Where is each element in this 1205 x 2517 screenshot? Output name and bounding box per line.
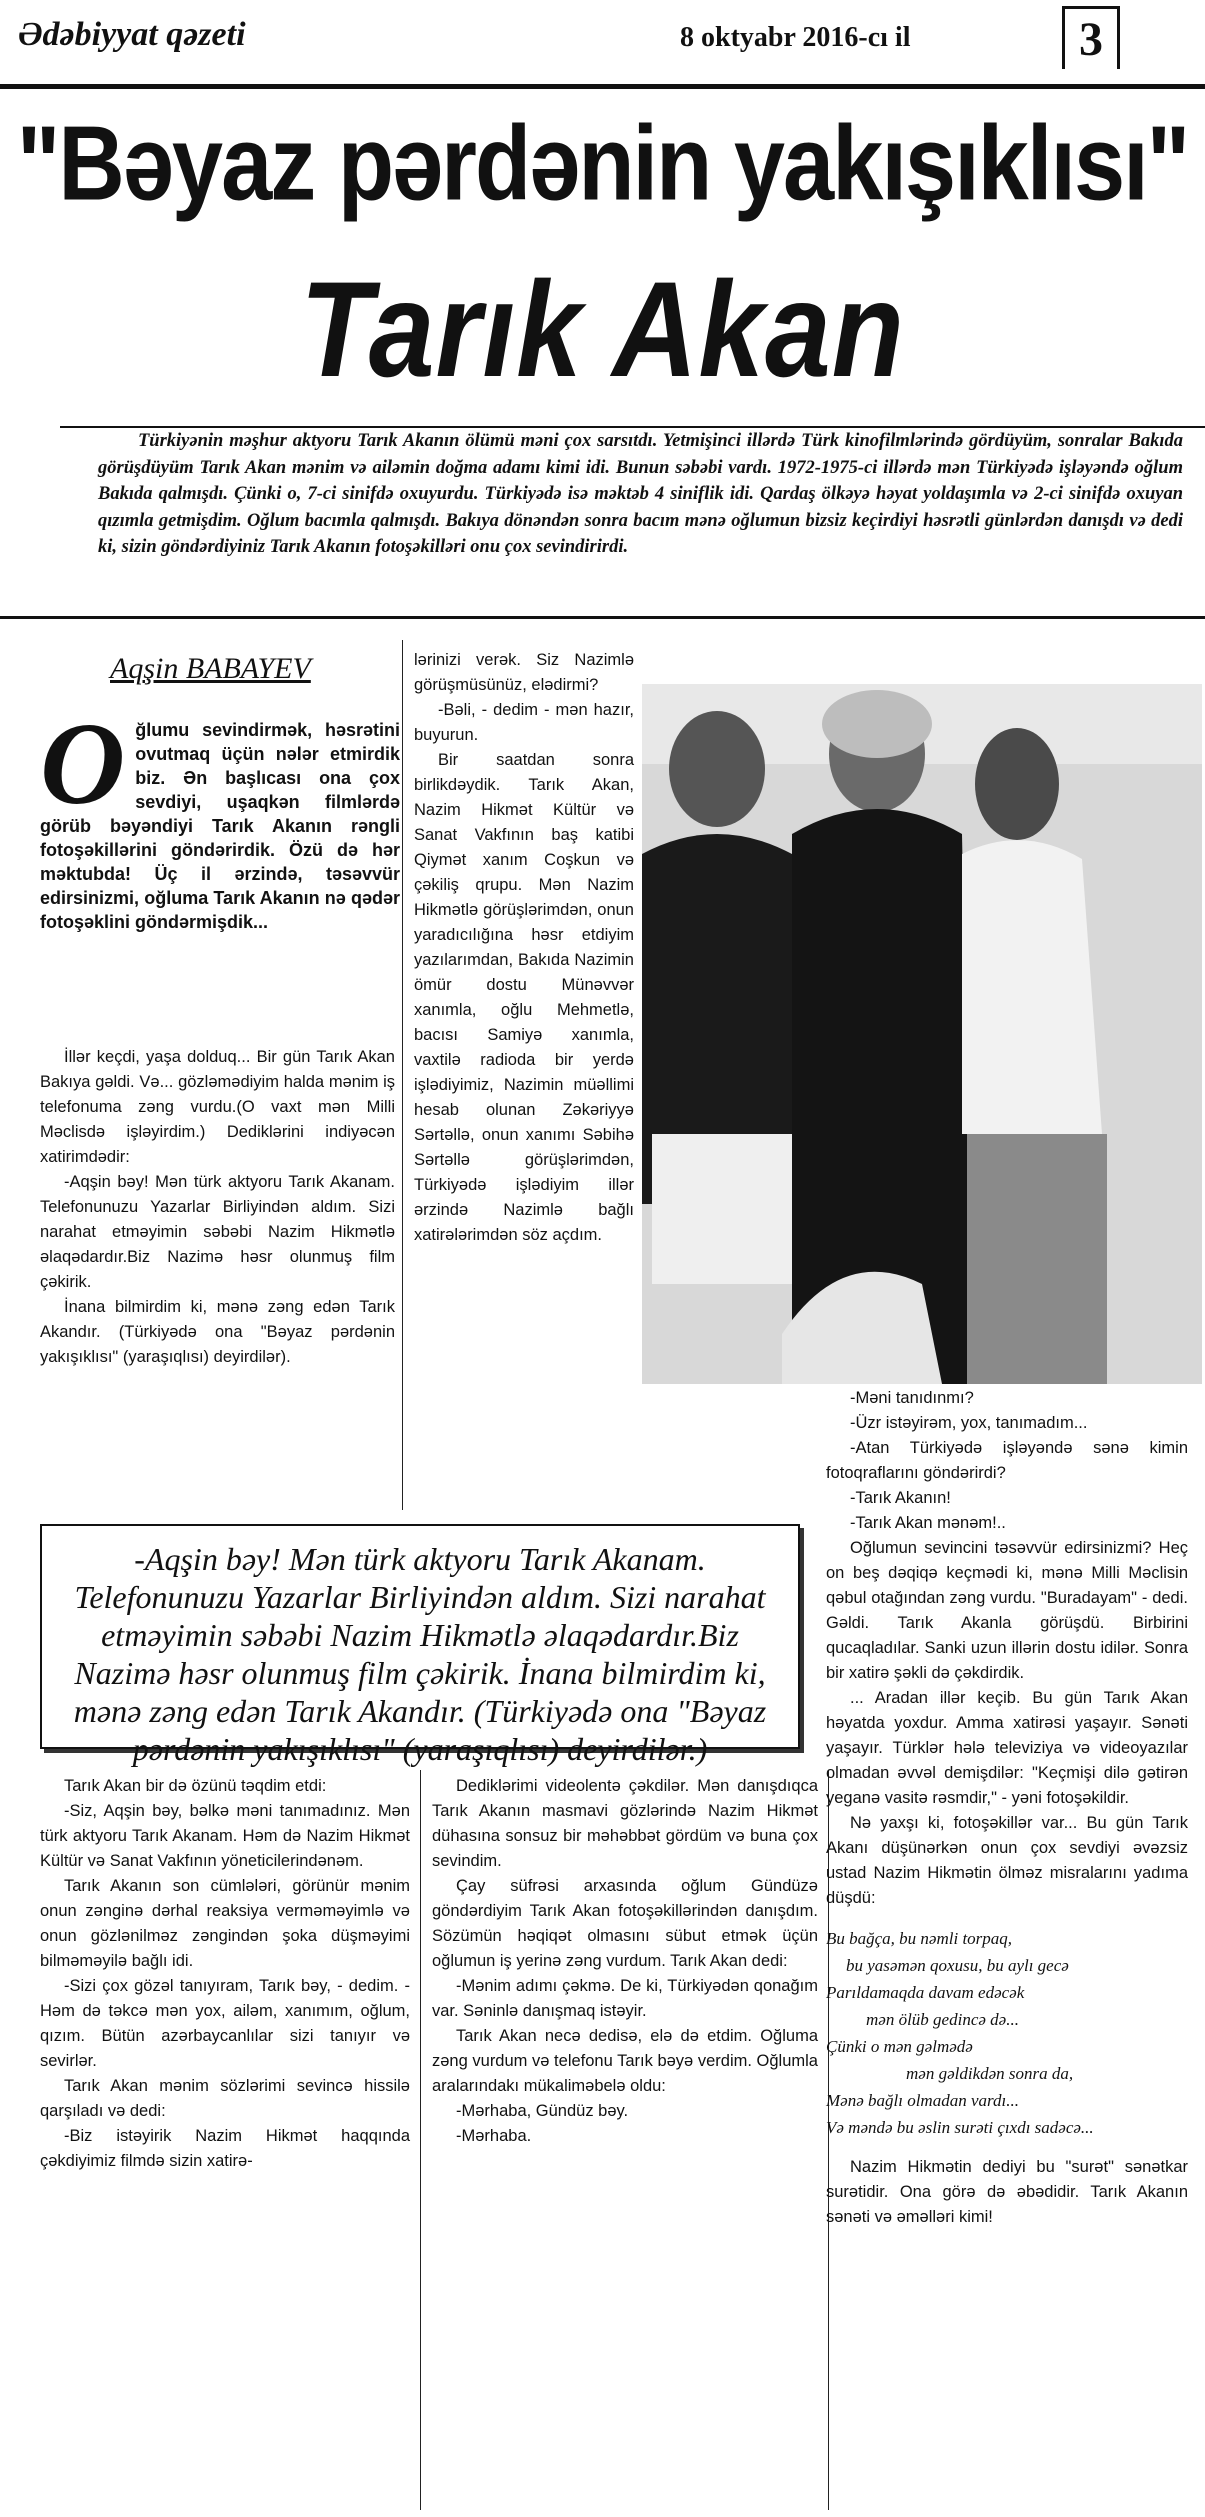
photo-tarik-akan: [642, 684, 1202, 1384]
poem-line: bu yasəmən qoxusu, bu aylı gecə: [846, 1956, 1069, 1975]
bottom-column-2: [432, 1774, 818, 2149]
paragraph: Dediklərimi videolentə çəkdilər. Mən danışdıqca Tarık Akanın masmavi gözlərində Nazim Hikmət dühasına sonsuz bir məhəbbət gördüm və buna çox sevindim.: [432, 1777, 818, 1870]
intro-text: ğlumu sevindirmək, həsrətini ovutmaq üçün nələr etmirdik biz. Ən başlıcası ona çox sevdiyi, uşaqkən filmlərdə görüb bəyəndiyi Tarık Akanın rəngli fotoşəkillərini göndərirdik. Özü də hər məktubda! Üç il ərzində, təsəvvür edirsinizmi, oğluma Tarık Akanın nə qədər fotoşəklini göndərmişdik...: [40, 720, 400, 932]
paragraph: Tarık Akan mənim sözlərimi sevincə hissilə qarşıladı və dedi:: [40, 2077, 410, 2120]
column-divider: [402, 640, 403, 1510]
paragraph: -Üzr istəyirəm, yox, tanımadım...: [850, 1414, 1088, 1432]
photo-illustration: [642, 684, 1202, 1384]
paragraph: -Tarık Akanın!: [850, 1489, 951, 1507]
paragraph: -Siz, Aqşin bəy, bəlkə məni tanımadınız. Mən türk aktyoru Tarık Akanam. Həm də Nazim Hikmət Kültür və Sanat Vakfının yöneticilerindənəm.: [40, 1802, 410, 1870]
paragraph: -Mərhaba, Gündüz bəy.: [456, 2102, 629, 2120]
author-byline: Aqşin BABAYEV: [110, 652, 311, 685]
paragraph: Çay süfrəsi arxasında oğlum Gündüzə göndərdiyim Tarık Akan fotoşəkillərindən danışdım. Sözümün həqiqət olmasını sübut etmək üçün oğlumun iş yerinə zəng vurdum. Tarık Akan dedi:: [432, 1877, 818, 1970]
paragraph: -Məni tanıdınmı?: [850, 1389, 974, 1407]
paragraph: Nə yaxşı ki, fotoşəkillər var... Bu gün Tarık Akanı düşünərkən onun çox sevdiyi əvəzsiz ustad Nazim Hikmətin ölməz misralarını yadıma düşdü:: [826, 1814, 1188, 1907]
paragraph: -Bəli, - dedim - mən hazır, buyurun.: [414, 701, 634, 744]
lead-paragraph: Türkiyənin məşhur aktyoru Tarık Akanın ölümü məni çox sarsıtdı. Yetmişinci illərdə Türk kinofilmlərində gördüyüm, sonralar Bakıda görüşdüyüm Tarık Akan mənim və ailəmin doğma adamı kimi idi. Bunun səbəbi vardı. 1972-1975-ci illərdə mən Türkiyədə işləyəndə oğlum Bakıda qalmışdı. Çünki o, 7-ci sinifdə oxuyurdu. Türkiyədə isə məktəb 4 siniflik idi. Qardaş ölkəyə həyat yoldaşımla və 2-ci sinifdə oxuyan qızımla getmişdim. Oğlum bacımla qalmışdı. Bakıya dönəndən sonra bacım mənə oğlumun bizsiz keçirdiyi həsrətli günlərdən danışdı və dedi ki, sizin göndərdiyiniz Tarık Akanın fotoşəkilləri onu çox sevindirirdi.: [98, 431, 1183, 558]
poem: [826, 1925, 1188, 2141]
masthead: Ədəbiyyat qəzeti: [18, 16, 246, 53]
dropcap: O: [40, 698, 126, 829]
paragraph: Oğlumun sevincini təsəvvür edirsinizmi? Heç on beş dəqiqə keçmədi ki, mənə Milli Məclisin qəbul otağından zəng vurdu. "Buradayam" - dedi. Gəldi. Tarık Akanla görüşdü. Birbirini qucaqladılar. Sanki uzun illərin dostu idilər. Sonra bir xatirə şəkli də çəkdirdik.: [826, 1539, 1188, 1682]
bottom-column-1: [40, 1774, 410, 2174]
column-3: [826, 1386, 1188, 2230]
paragraph: Bir saatdan sonra birlikdəydik. Tarık Akan, Nazim Hikmət Kültür və Sanat Vakfının baş katibi Qiymət xanım Coşkun və çəkiliş qrupu. Mən Nazim Hikmətlə görüşlərimdən, onun yaradıcılığına həsr etdiyim yazılarımdan, Bakıda Nazimin ömür dostu Münəvvər xanımla, oğlu Mehmetlə, bacısı Samiyə xanımla, vaxtilə radioda bir yerdə işlədiyimiz, Nazimin müəllimi hesab olunan Zəkəriyyə Sərtəllə, onun xanımı Səbihə Sərtəllə görüşlərimdən, Türkiyədə işlədiyim illər ərzində Nazimlə bağlı xatirələrimdən söz açdım.: [414, 751, 634, 1244]
paragraph: Tarık Akanın son cümlələri, görünür mənim onun zənginə dərhal reaksiya verməməyimlə və onun gözlənilməz zəngindən şoka düşməyimi bilməməyilə bağlı idi.: [40, 1877, 410, 1970]
poem-line: mən ölüb gedincə də...: [866, 2010, 1019, 2029]
paragraph: -Mənim adımı çəkmə. De ki, Türkiyədən qonağım var. Səninlə danışmaq istəyir.: [432, 1977, 818, 2020]
paragraph: -Tarık Akan mənəm!..: [850, 1514, 1006, 1532]
paragraph: -Biz istəyirik Nazim Hikmət haqqında çəkdiyimiz filmdə sizin xatirə-: [40, 2127, 410, 2170]
header-rule: [0, 84, 1205, 89]
intro-block: [40, 698, 400, 934]
paragraph: Tarık Akan bir də özünü təqdim etdi:: [64, 1777, 327, 1795]
headline: "Bəyaz pərdənin yakışıklısı": [16, 105, 1189, 223]
poem-line: Bu bağça, bu nəmli torpaq,: [826, 1929, 1013, 1948]
lead-bottom-rule: [0, 616, 1205, 619]
paragraph: İllər keçdi, yaşa dolduq... Bir gün Tarık Akan Bakıya gəldi. Və... gözləmədiyim halda mənim iş telefonuma zəng vurdu.(O vaxt mən Milli Məclisdə işləyirdim.) Dediklərini indiyəcən xatirimdədir:: [40, 1048, 395, 1166]
pull-quote: -Aqşin bəy! Mən türk aktyoru Tarık Akanam. Telefonunuzu Yazarlar Birliyindən aldım. Sizi narahat etməyimin səbəbi Nazim Hikmətlə əlaqədardır.Biz Nazimə həsr olunmuş film çəkirik. İnana bilmirdim ki, mənə zəng edən Tarık Akandır. (Türkiyədə ona "Bəyaz pərdənin yakışıklısı" (yaraşıqlısı) deyirdilər.): [40, 1524, 800, 1749]
column-2: [414, 648, 634, 1248]
paragraph: Nazim Hikmətin dediyi bu "surət" sənətkar surətidir. Ona görə də əbədidir. Tarık Akanın sənəti və əməlləri kimi!: [826, 2158, 1188, 2226]
poem-line: mən gəldikdən sonra da,: [906, 2064, 1074, 2083]
paragraph: -Mərhaba.: [456, 2127, 532, 2145]
paragraph: İnana bilmirdim ki, mənə zəng edən Tarık Akandır. (Türkiyədə ona "Bəyaz pərdənin yakışıklısı" (yaraşıqlısı) deyirdilər).: [40, 1298, 395, 1366]
poem-line: Çünki o mən gəlmədə: [826, 2037, 973, 2056]
poem-line: Və məndə bu əslin surəti çıxdı sadəcə...: [826, 2118, 1094, 2137]
paragraph: -Sizi çox gözəl tanıyıram, Tarık bəy, - dedim. - Həm də təkcə mən yox, ailəm, xanımım, oğlum, qızım. Bütün azərbaycanlılar sizi tanıyır və sevirlər.: [40, 1977, 410, 2070]
paragraph: -Aqşin bəy! Mən türk aktyoru Tarık Akanam. Telefonunuzu Yazarlar Birliyindən aldım. Sizi narahat etməyimin səbəbi Nazim Hikmətlə əlaqədardır.Biz Nazimə həsr olunmuş film çəkirik.: [40, 1173, 395, 1291]
poem-line: Mənə bağlı olmadan vardı...: [826, 2091, 1019, 2110]
issue-date: 8 oktyabr 2016-cı il: [680, 22, 911, 53]
poem-line: Parıldamaqda davam edəcək: [826, 1983, 1025, 2002]
paragraph: lərinizi verək. Siz Nazimlə görüşmüsünüz, elədirmi?: [414, 651, 634, 694]
paragraph: -Atan Türkiyədə işləyəndə sənə kimin fotoqraflarını göndərirdi?: [826, 1439, 1188, 1482]
page-number: 3: [1062, 6, 1120, 69]
paragraph: ... Aradan illər keçib. Bu gün Tarık Akan həyatda yoxdur. Amma xatirəsi yaşayır. Sənəti yaşayır. Türklər hələ televiziya və videoyazılar olmadan əvvəl demişdilər: "Keçmişi dilə gətirən yeganə vasitə rəsmdir," - yəni fotoşəkildir.: [826, 1689, 1188, 1807]
subheadline: Tarık Akan: [300, 254, 905, 406]
column-divider: [420, 1770, 421, 2510]
intro-paragraph: [40, 698, 400, 934]
column-1: [40, 1045, 395, 1370]
paragraph: Tarık Akan necə dedisə, elə də etdim. Oğluma zəng vurdum və telefonu Tarık bəyə verdim. Oğlumla aralarındakı mükaliməbelə oldu:: [432, 2027, 818, 2095]
